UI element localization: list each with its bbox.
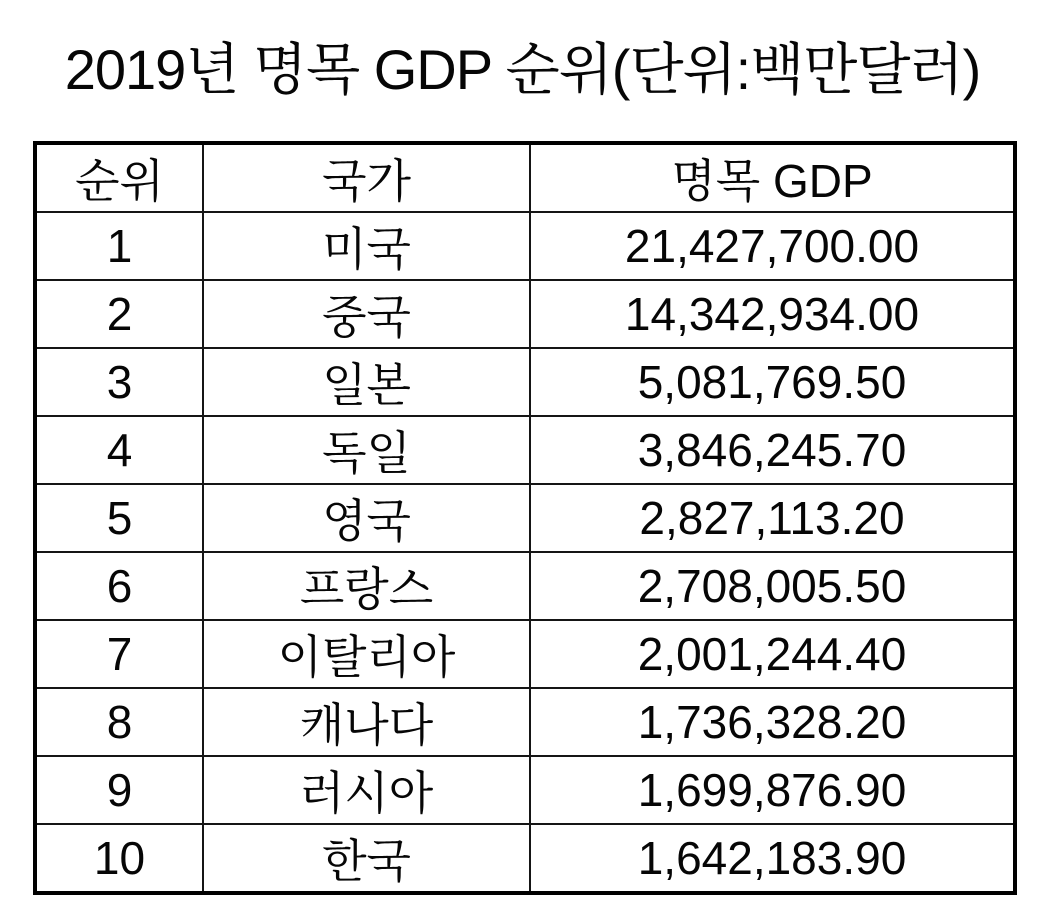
table-header bbox=[35, 143, 1015, 212]
cell-country: 러시아 bbox=[203, 756, 530, 824]
table-row bbox=[35, 824, 1015, 893]
cell-country: 미국 bbox=[203, 212, 530, 280]
table-row bbox=[35, 756, 1015, 824]
cell-gdp: 1,642,183.90 bbox=[530, 824, 1015, 893]
cell-rank: 6 bbox=[35, 552, 203, 620]
table-row bbox=[35, 484, 1015, 552]
cell-country: 한국 bbox=[203, 824, 530, 893]
cell-rank: 1 bbox=[35, 212, 203, 280]
cell-gdp: 1,736,328.20 bbox=[530, 688, 1015, 756]
header-row bbox=[35, 143, 1015, 212]
cell-rank: 2 bbox=[35, 280, 203, 348]
table-row bbox=[35, 688, 1015, 756]
page-title: 2019년 명목 GDP 순위(단위:백만달러) bbox=[64, 38, 981, 101]
cell-gdp: 1,699,876.90 bbox=[530, 756, 1015, 824]
header-gdp: 명목 GDP bbox=[530, 143, 1015, 212]
header-country: 국가 bbox=[203, 143, 530, 212]
table-row bbox=[35, 620, 1015, 688]
table-row bbox=[35, 212, 1015, 280]
cell-country: 프랑스 bbox=[203, 552, 530, 620]
cell-country: 독일 bbox=[203, 416, 530, 484]
gdp-ranking-table bbox=[33, 141, 1017, 895]
cell-rank: 5 bbox=[35, 484, 203, 552]
cell-rank: 10 bbox=[35, 824, 203, 893]
cell-gdp: 2,827,113.20 bbox=[530, 484, 1015, 552]
cell-gdp: 2,708,005.50 bbox=[530, 552, 1015, 620]
header-rank: 순위 bbox=[35, 143, 203, 212]
cell-country: 중국 bbox=[203, 280, 530, 348]
cell-rank: 7 bbox=[35, 620, 203, 688]
cell-rank: 9 bbox=[35, 756, 203, 824]
cell-rank: 4 bbox=[35, 416, 203, 484]
cell-gdp: 5,081,769.50 bbox=[530, 348, 1015, 416]
table-row bbox=[35, 280, 1015, 348]
table-row bbox=[35, 552, 1015, 620]
cell-rank: 8 bbox=[35, 688, 203, 756]
cell-country: 이탈리아 bbox=[203, 620, 530, 688]
cell-country: 영국 bbox=[203, 484, 530, 552]
table-row bbox=[35, 416, 1015, 484]
cell-gdp: 3,846,245.70 bbox=[530, 416, 1015, 484]
cell-country: 캐나다 bbox=[203, 688, 530, 756]
table-body bbox=[35, 212, 1015, 893]
cell-gdp: 2,001,244.40 bbox=[530, 620, 1015, 688]
cell-country: 일본 bbox=[203, 348, 530, 416]
cell-rank: 3 bbox=[35, 348, 203, 416]
cell-gdp: 14,342,934.00 bbox=[530, 280, 1015, 348]
cell-gdp: 21,427,700.00 bbox=[530, 212, 1015, 280]
table-row bbox=[35, 348, 1015, 416]
